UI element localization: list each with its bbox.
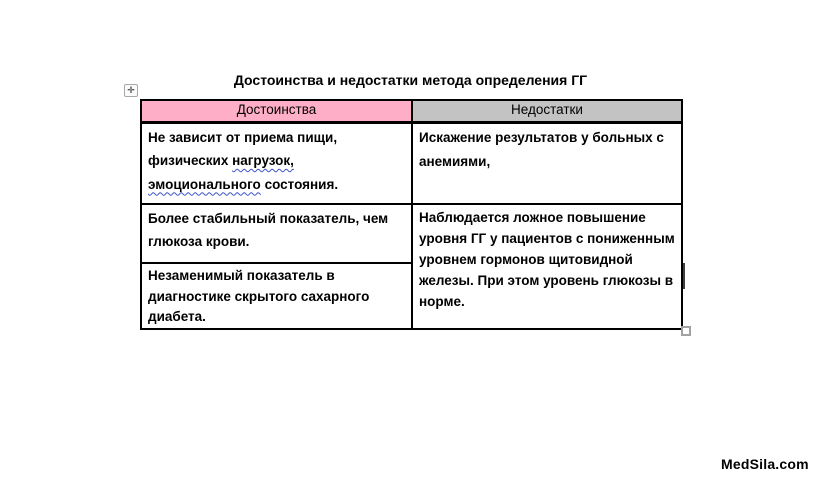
cell-text-line: уровня ГГ у пациентов с пониженным [419,231,675,246]
cell-text-line: глюкоза крови. [148,234,250,249]
table-resize-handle[interactable] [681,326,691,336]
document-title-clipped [140,72,681,89]
table-move-handle[interactable] [124,84,138,97]
text-cursor [683,263,685,289]
cell-text-line: Наблюдается ложное повышение [419,210,646,225]
table-row [141,204,682,263]
cell-text-line: Более стабильный показатель, чем [148,211,389,226]
cell-advantages-row3[interactable] [141,263,412,329]
cell-text-line: состояния. [260,176,339,192]
cell-disadvantages-merged[interactable] [412,204,682,329]
document-title-text: Достоинства и недостатки метода определения ГГ [233,72,588,88]
cell-text-line: уровнем гормонов щитовидной [419,252,633,267]
cell-text-line: физических [148,153,233,168]
watermark: MedSila.com [721,456,809,472]
cell-advantages-row1[interactable] [141,122,412,204]
grammar-flagged-text: нагрузок, [232,153,294,168]
cell-text-line: Не зависит от приема пищи, [148,129,338,145]
move-cross-icon: ✛ [127,85,135,95]
cell-text-line: диабета. [148,309,206,324]
cell-text-line: диагностике скрытого сахарного [148,288,370,304]
cell-text-line: анемиями, [419,153,491,169]
cell-text-line: норме. [419,294,465,309]
cell-advantages-row2[interactable] [141,204,412,263]
cell-text-line: Искажение результатов у больных с [419,129,664,145]
cell-disadvantages-row1[interactable] [412,122,682,204]
header-label-disadvantages: Недостатки [511,102,583,117]
header-cell-advantages[interactable] [141,100,412,122]
cell-text-line: Незаменимый показатель в [148,268,335,283]
table-header-row [141,100,682,122]
comparison-table [140,99,683,330]
grammar-flagged-text: эмоционального [148,176,261,192]
cell-text-line: железы. При этом уровень глюкозы в [419,273,674,288]
header-label-advantages: Достоинства [236,102,317,117]
table-row [141,122,682,204]
header-cell-disadvantages[interactable] [412,100,682,122]
